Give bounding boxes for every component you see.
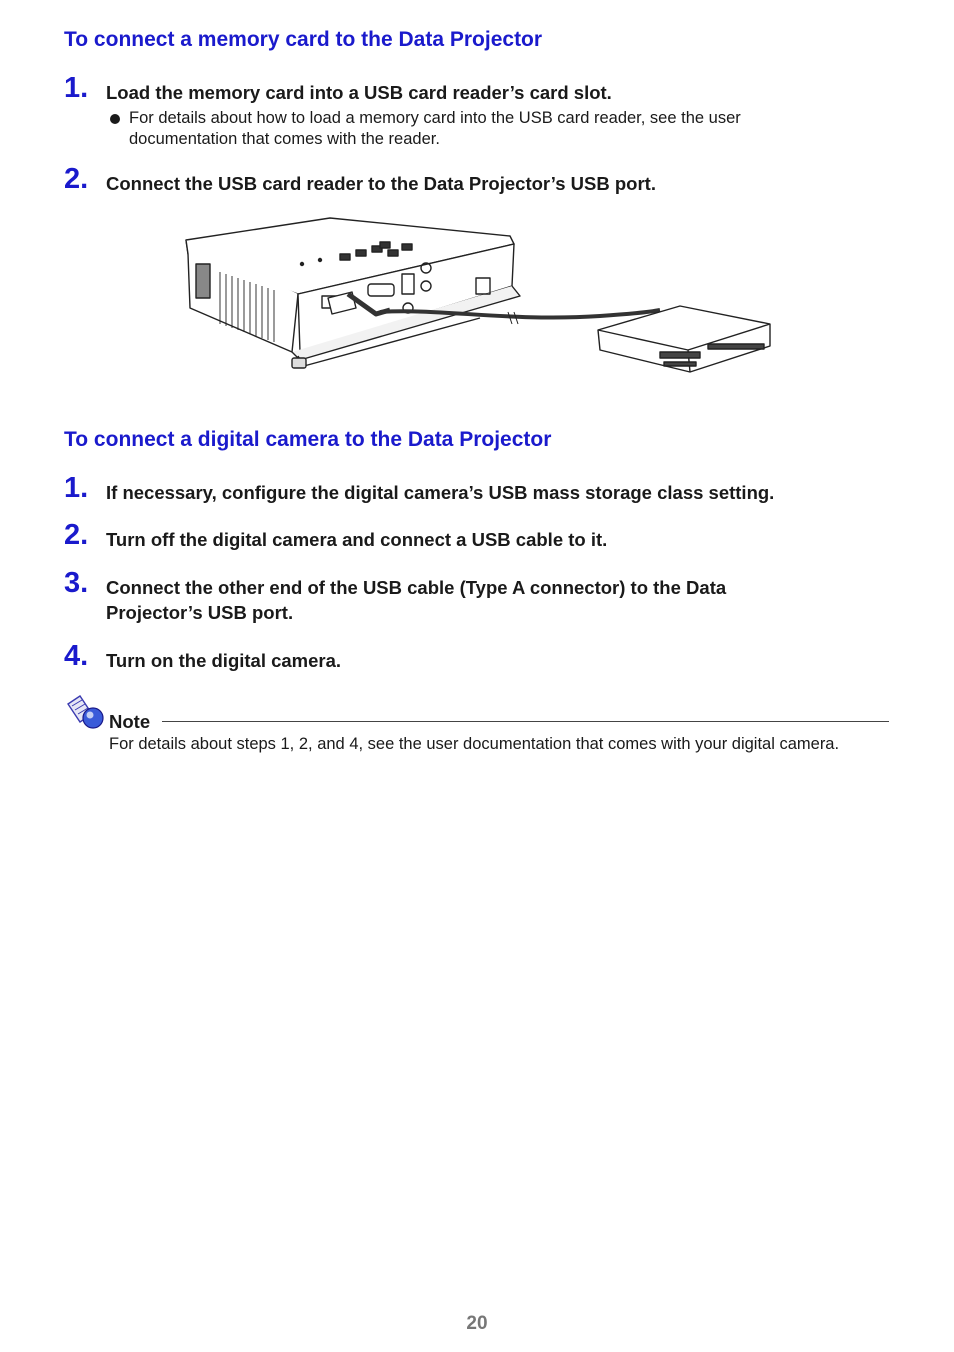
projector-illustration-icon bbox=[180, 212, 780, 382]
page-number: 20 bbox=[466, 1313, 488, 1334]
bullet-text: For details about how to load a memory card into the USB card reader, see the user documentation that comes with the reader. bbox=[129, 109, 741, 148]
step-text: Turn off the digital camera and connect a USB cable to it. bbox=[106, 529, 608, 550]
step-number: 1. bbox=[64, 472, 89, 504]
step-number: 2. bbox=[64, 163, 89, 195]
projector-card-reader-illustration bbox=[180, 212, 780, 382]
note-label: Note bbox=[109, 711, 151, 732]
step-number: 1. bbox=[64, 72, 89, 104]
section-title-memory-card: To connect a memory card to the Data Projector bbox=[64, 28, 543, 51]
note-text: For details about steps 1, 2, and 4, see the user documentation that comes with your digital camera. bbox=[109, 735, 840, 753]
step-number: 2. bbox=[64, 519, 89, 551]
bullet-dot-icon bbox=[110, 114, 120, 124]
step-number: 4. bbox=[64, 640, 89, 672]
step-number: 3. bbox=[64, 567, 89, 599]
step-text: Turn on the digital camera. bbox=[106, 650, 342, 671]
note-divider bbox=[162, 721, 889, 722]
step-text: Connect the USB card reader to the Data Projector’s USB port. bbox=[106, 173, 656, 194]
section-title-digital-camera: To connect a digital camera to the Data Projector bbox=[64, 428, 552, 451]
step-text: Connect the other end of the USB cable (Type A connector) to the Data Projector’s USB port. bbox=[106, 577, 727, 623]
step-text: Load the memory card into a USB card reader’s card slot. bbox=[106, 82, 612, 103]
note-pencil-icon bbox=[66, 694, 106, 730]
step-text: If necessary, configure the digital camera’s USB mass storage class setting. bbox=[106, 482, 775, 503]
